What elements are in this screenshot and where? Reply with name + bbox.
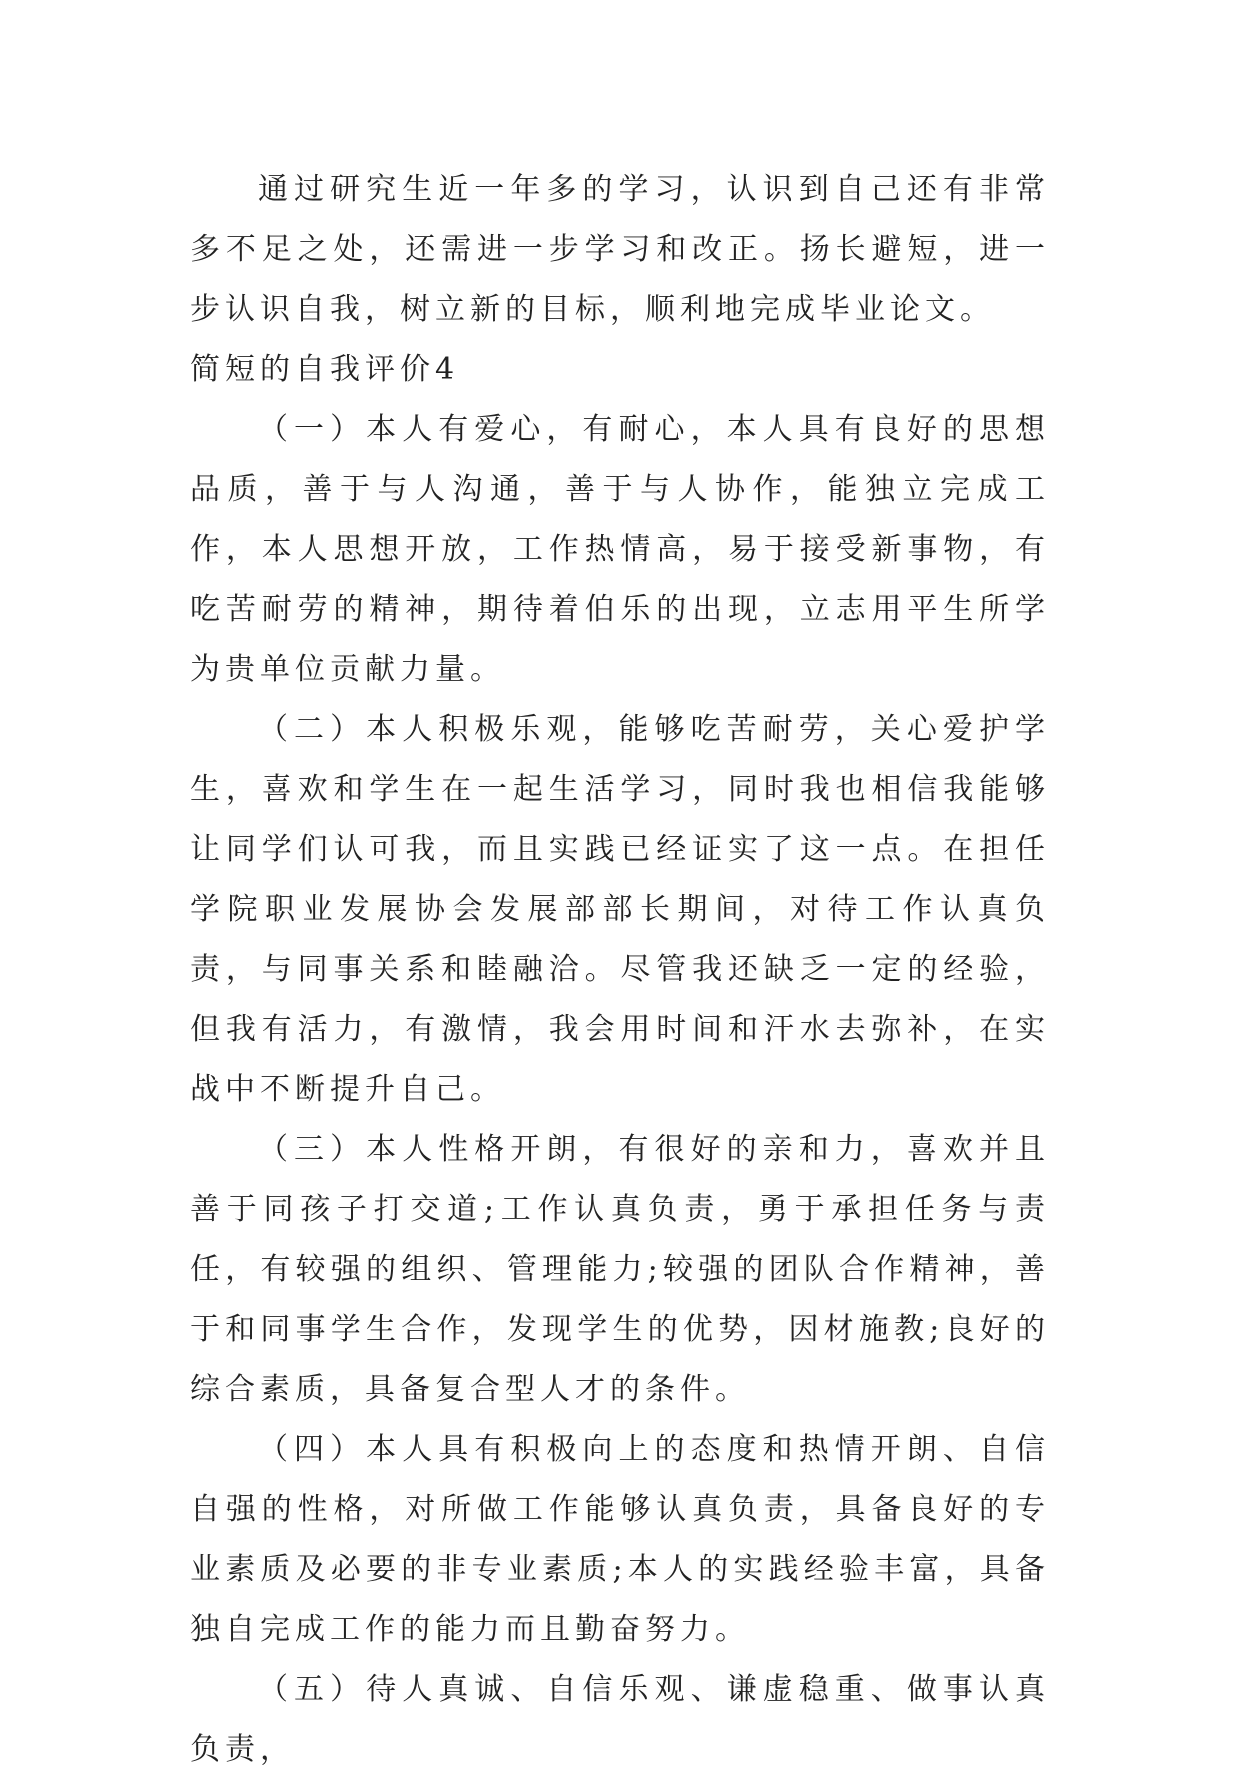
paragraph-intro: 通过研究生近一年多的学习，认识到自己还有非常多不足之处，还需进一步学习和改正。扬长避短，进一步认识自我，树立新的目标，顺利地完成毕业论文。 bbox=[190, 172, 1050, 327]
paragraph-item-1: （一）本人有爱心，有耐心，本人具有良好的思想品质，善于与人沟通，善于与人协作，能独立完成工作，本人思想开放，工作热情高，易于接受新事物，有吃苦耐劳的精神，期待着伯乐的出现，立志用平生所学为贵单位贡献力量。 bbox=[190, 412, 1050, 687]
paragraph-item-5: （五）待人真诚、自信乐观、谦虚稳重、做事认真负责， bbox=[190, 1672, 1050, 1767]
paragraph-item-3: （三）本人性格开朗，有很好的亲和力，喜欢并且善于同孩子打交道;工作认真负责，勇于承担任务与责任，有较强的组织、管理能力;较强的团队合作精神，善于和同事学生合作，发现学生的优势，因材施教;良好的综合素质，具备复合型人才的条件。 bbox=[190, 1132, 1050, 1407]
section-heading: 简短的自我评价4 bbox=[190, 352, 460, 387]
document-body bbox=[190, 160, 1050, 1780]
paragraph-item-2: （二）本人积极乐观，能够吃苦耐劳，关心爱护学生，喜欢和学生在一起生活学习，同时我也相信我能够让同学们认可我，而且实践已经证实了这一点。在担任学院职业发展协会发展部部长期间，对待工作认真负责，与同事关系和睦融洽。尽管我还缺乏一定的经验，但我有活力，有激情，我会用时间和汗水去弥补，在实战中不断提升自己。 bbox=[190, 712, 1050, 1107]
paragraph-item-4: （四）本人具有积极向上的态度和热情开朗、自信自强的性格，对所做工作能够认真负责，具备良好的专业素质及必要的非专业素质;本人的实践经验丰富，具备独自完成工作的能力而且勤奋努力。 bbox=[190, 1432, 1050, 1647]
